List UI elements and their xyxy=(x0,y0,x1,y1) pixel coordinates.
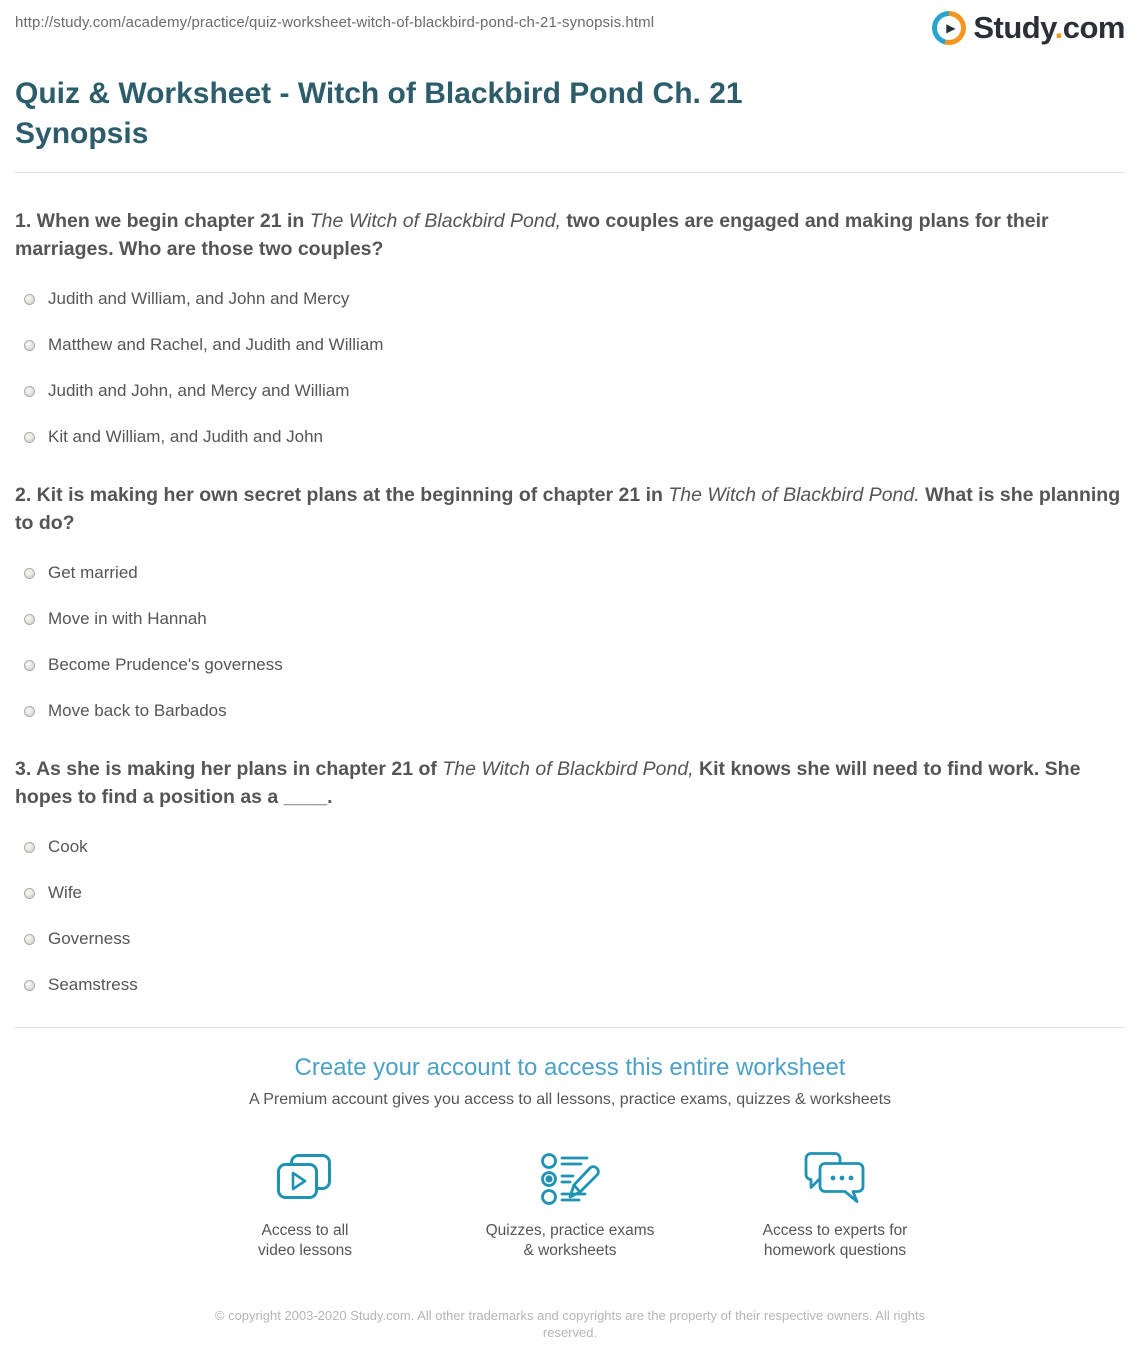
question-2-options xyxy=(15,563,1125,721)
feature-label: Access to experts for homework questions xyxy=(762,1222,908,1259)
question-1-text: 1. When we begin chapter 21 in The Witch of Blackbird Pond, two couples are engaged and making plans for their marriages. Who are those two couples? xyxy=(15,210,1049,260)
option-label[interactable]: Get married xyxy=(48,563,138,582)
cta-divider xyxy=(15,1027,1125,1028)
question-1 xyxy=(15,207,1125,447)
option-row xyxy=(15,883,1125,903)
page-url: http://study.com/academy/practice/quiz-worksheet-witch-of-blackbird-pond-ch-21-synopsis.html xyxy=(15,14,655,31)
option-row xyxy=(15,701,1125,721)
book-title: The Witch of Blackbird Pond. xyxy=(668,484,920,506)
feature-video-lessons xyxy=(190,1149,420,1261)
option-row xyxy=(15,381,1125,401)
option-label[interactable]: Judith and William, and John and Mercy xyxy=(48,289,350,308)
radio-button[interactable] xyxy=(24,980,35,991)
title-divider xyxy=(15,172,1125,173)
top-bar xyxy=(0,0,1140,46)
option-row xyxy=(15,335,1125,355)
question-3-options xyxy=(15,837,1125,995)
cta-subtitle: A Premium account gives you access to all lessons, practice exams, quizzes & worksheets xyxy=(248,1091,892,1108)
option-label[interactable]: Move in with Hannah xyxy=(48,609,207,628)
radio-button[interactable] xyxy=(24,340,35,351)
radio-button[interactable] xyxy=(24,842,35,853)
feature-label: Access to all video lessons xyxy=(258,1222,352,1259)
option-row xyxy=(15,655,1125,675)
radio-button[interactable] xyxy=(24,660,35,671)
option-label[interactable]: Wife xyxy=(48,883,82,902)
radio-button[interactable] xyxy=(24,614,35,625)
option-label[interactable]: Seamstress xyxy=(48,975,138,994)
cta-title[interactable]: Create your account to access this entire worksheet xyxy=(294,1054,846,1081)
book-title: The Witch of Blackbird Pond, xyxy=(309,210,562,232)
radio-button[interactable] xyxy=(24,706,35,717)
question-3 xyxy=(15,755,1125,995)
option-label[interactable]: Matthew and Rachel, and Judith and William xyxy=(48,335,384,354)
feature-expert-help xyxy=(720,1149,950,1261)
option-label[interactable]: Governess xyxy=(48,929,131,948)
option-row xyxy=(15,609,1125,629)
question-3-text: 3. As she is making her plans in chapter 21 of The Witch of Blackbird Pond, Kit knows she will need to find work. She hopes to find a position as a ____. xyxy=(15,758,1081,808)
play-circle-icon xyxy=(932,11,966,45)
radio-button[interactable] xyxy=(24,432,35,443)
option-row xyxy=(15,427,1125,447)
option-label[interactable]: Kit and William, and Judith and John xyxy=(48,427,323,446)
option-row xyxy=(15,929,1125,949)
radio-button[interactable] xyxy=(24,934,35,945)
studycom-logo[interactable] xyxy=(932,10,1125,46)
option-label[interactable]: Cook xyxy=(48,837,88,856)
experts-chat-icon xyxy=(803,1149,867,1207)
option-row xyxy=(15,563,1125,583)
option-row xyxy=(15,837,1125,857)
copyright-text: © copyright 2003-2020 Study.com. All other trademarks and copyrights are the property of their respective owners. All rights reserved. xyxy=(214,1308,926,1340)
book-title: The Witch of Blackbird Pond, xyxy=(442,758,694,780)
question-2-text: 2. Kit is making her own secret plans at the beginning of chapter 21 in The Witch of Blackbird Pond. What is she planning to do? xyxy=(15,484,1121,534)
radio-button[interactable] xyxy=(24,294,35,305)
features-row xyxy=(190,1149,950,1261)
option-row xyxy=(15,975,1125,995)
page-title: Quiz & Worksheet - Witch of Blackbird Pond Ch. 21 Synopsis xyxy=(15,77,743,150)
question-1-options xyxy=(15,289,1125,447)
feature-label: Quizzes, practice exams & worksheets xyxy=(485,1222,655,1259)
radio-button[interactable] xyxy=(24,386,35,397)
play-triangle-icon: ▶ xyxy=(937,16,961,40)
radio-button[interactable] xyxy=(24,888,35,899)
question-2 xyxy=(15,481,1125,721)
video-lessons-icon xyxy=(276,1149,334,1207)
feature-quizzes-worksheets xyxy=(455,1149,685,1261)
logo-wordmark: Study.com xyxy=(973,10,1125,45)
option-label[interactable]: Become Prudence's governess xyxy=(48,655,283,674)
radio-button[interactable] xyxy=(24,568,35,579)
option-label[interactable]: Move back to Barbados xyxy=(48,701,227,720)
option-row xyxy=(15,289,1125,309)
quizzes-worksheets-icon xyxy=(539,1149,601,1207)
option-label[interactable]: Judith and John, and Mercy and William xyxy=(48,381,350,400)
